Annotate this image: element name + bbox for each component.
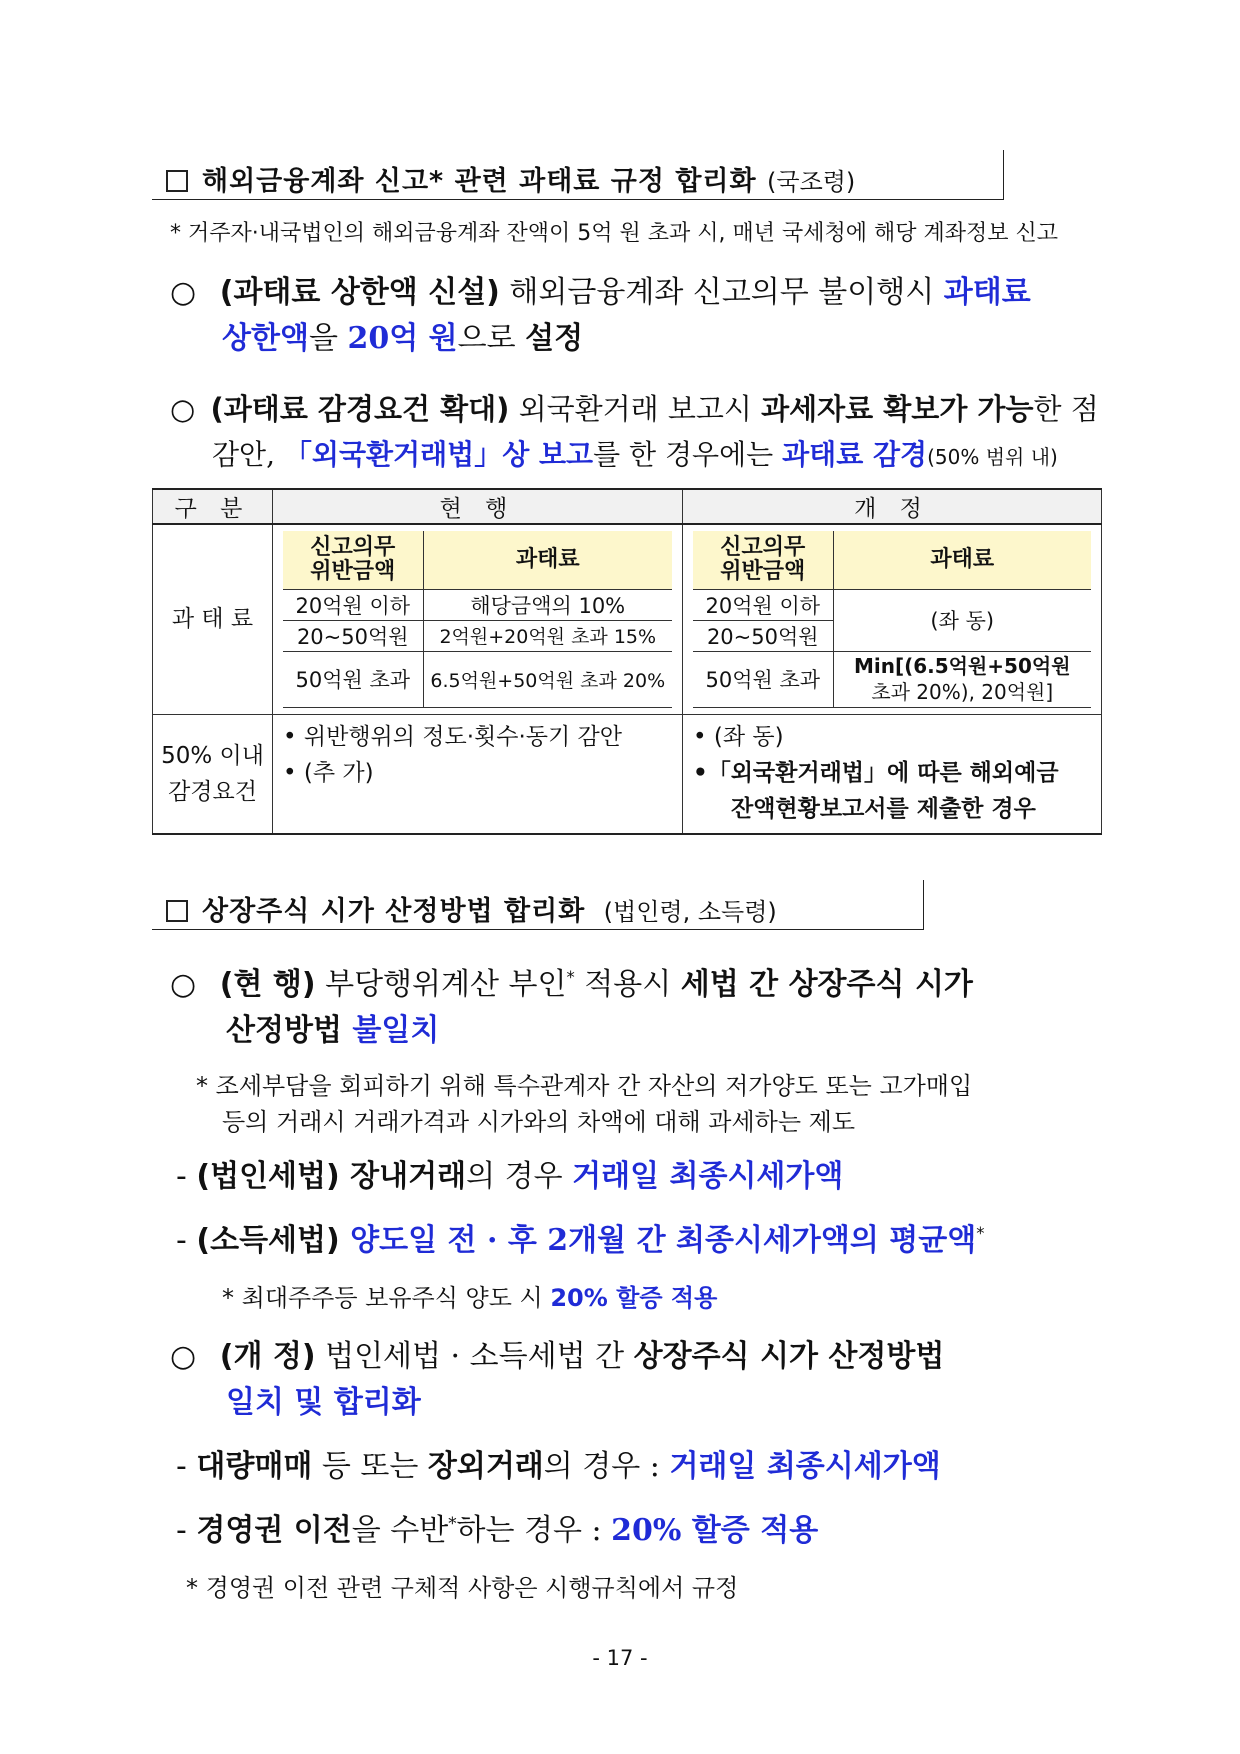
bullet-item: • (좌 동) [693, 723, 784, 750]
dash-mark: - [176, 1513, 187, 1548]
row-label-line1: 50% 이내 [161, 742, 264, 769]
row-label-line2: 감경요건 [168, 778, 257, 805]
item-bold: 경영권 이전 [196, 1513, 352, 1548]
bullet-item: •「외국환거래법」에 따른 해외예금 [693, 759, 1059, 786]
table-cell [833, 651, 1091, 707]
table-cell: 50억원 초과 [283, 651, 423, 707]
item-text: 한 점 [1033, 392, 1099, 426]
item-heading: (법인세법) [196, 1159, 340, 1194]
footnote-mark: * [566, 968, 575, 987]
section1-source: (국조령) [767, 168, 856, 196]
revised-penalty-cell [683, 524, 1102, 714]
item-text: 해외금융계좌 신고의무 불이행시 [499, 275, 944, 310]
item-text: 의 경우 : [543, 1449, 670, 1484]
current-reduction-cell [273, 714, 683, 834]
item-highlight: 거래일 최종시세가액 [669, 1449, 941, 1484]
item-bold: 과세자료 확보가 가능 [761, 392, 1034, 426]
current-penalty-cell [273, 524, 683, 714]
comparison-table [152, 488, 1102, 835]
item-heading: (과태료 상한액 신설) [219, 275, 500, 310]
checkbox-icon [166, 170, 188, 192]
dash-mark: - [176, 1159, 187, 1194]
item-highlight: 불일치 [352, 1013, 440, 1048]
item-highlight: 일치 및 합리화 [226, 1385, 421, 1420]
table-cell: 해당금액의 10% [423, 589, 672, 620]
footnote-mark: * [448, 1514, 457, 1533]
item-text: 의 경우 [466, 1159, 573, 1194]
item-heading: (현 행) [219, 967, 316, 1002]
section2-mgmt [176, 1508, 818, 1554]
item-bold: 산정방법 [226, 1013, 353, 1048]
table-cell: 50억원 초과 [693, 651, 833, 707]
row-label-penalty: 과 태 료 [153, 524, 273, 714]
bullet-item: • 위반행위의 정도·횟수·동기 감안 [283, 723, 622, 750]
item-bold: 설정 [525, 321, 584, 356]
section2-footnote3: * 경영권 이전 관련 구체적 사항은 시행규칙에서 규정 [186, 1574, 739, 1602]
dash-mark: - [176, 1223, 187, 1258]
item-text: 외국환거래 보고시 [509, 392, 762, 426]
item-text: 법인세법 · 소득세법 간 [315, 1339, 634, 1374]
item-highlight: 「외국환거래법」상 보고 [283, 438, 594, 471]
table-header-current: 현 행 [273, 489, 683, 524]
section1-item1-cont [222, 316, 583, 362]
bullet-circle: ○ [170, 967, 197, 1002]
inner-header-amount: 신고의무 위반금액 [693, 531, 833, 589]
page-number: - 17 - [592, 1646, 648, 1670]
table-cell: 20~50억원 [693, 620, 833, 651]
footnote-highlight: 20% 할증 적용 [550, 1284, 718, 1312]
section2-income [176, 1218, 984, 1264]
item-highlight: 양도일 전 · 후 2개월 간 최종시세가액의 평균액 [339, 1223, 977, 1258]
section2-footnote2 [222, 1278, 717, 1313]
item-highlight: 상한액 [222, 321, 309, 356]
section2-current-cont [226, 1008, 439, 1054]
item-highlight: 과태료 [943, 275, 1031, 310]
item-highlight: 과태료 감경 [782, 438, 928, 471]
table-cell: 6.5억원+50억원 초과 20% [423, 651, 672, 707]
item-highlight: 20% 할증 적용 [611, 1513, 819, 1548]
section2-corp [176, 1154, 843, 1200]
table-cell: 20억원 이하 [283, 589, 423, 620]
section2-revised [170, 1334, 944, 1380]
footnote-text: * 최대주주등 보유주식 양도 시 [222, 1284, 551, 1312]
inner-header-penalty: 과태료 [833, 531, 1091, 589]
item-heading: (개 정) [219, 1339, 316, 1374]
min-formula-line1: Min[(6.5억원+50억원 [853, 654, 1071, 678]
section1-item1 [170, 270, 1031, 316]
section1-footnote: * 거주자·내국법인의 해외금융계좌 잔액이 5억 원 초과 시, 매년 국세청에 해당 계좌정보 신고 [170, 221, 1058, 246]
item-bold: 장내거래 [339, 1159, 467, 1194]
item-text: 으로 [457, 321, 526, 356]
bullet-item: • (추 가) [283, 759, 374, 786]
section2-source: (법인령, 소득령) [603, 898, 777, 926]
min-formula-line2: 초과 20%), 20억원] [871, 680, 1054, 704]
item-text: 감안, [212, 438, 284, 471]
section2-current [170, 962, 973, 1008]
inner-header-amount: 신고의무 위반금액 [283, 531, 423, 589]
table-cell: 2억원+20억원 초과 15% [423, 620, 672, 651]
item-text: 를 한 경우에는 [593, 438, 783, 471]
bullet-circle: ○ [170, 275, 197, 310]
section1-item2-cont [212, 432, 1058, 480]
table-header-category: 구 분 [153, 489, 273, 524]
section2-title: 상장주식 시가 산정방법 합리화 [202, 896, 586, 927]
table-cell: 20~50억원 [283, 620, 423, 651]
section2-footnote1-a: * 조세부담을 회피하기 위해 특수관계자 간 자산의 저가양도 또는 고가매입 [196, 1072, 973, 1100]
footnote-mark: * [976, 1224, 985, 1243]
item-text: 부당행위계산 부인 [315, 967, 567, 1002]
item-text: 을 [308, 321, 348, 356]
dash-mark: - [176, 1449, 187, 1484]
table-header-revised: 개 정 [683, 489, 1102, 524]
row-label-reduction [153, 714, 273, 834]
item-highlight: 거래일 최종시세가액 [572, 1159, 844, 1194]
item-text: 등 또는 [312, 1449, 428, 1484]
bullet-circle: ○ [170, 1339, 197, 1374]
table-cell: (좌 동) [833, 589, 1091, 651]
item-bold: 세법 간 상장주식 시가 [680, 967, 973, 1002]
item-bold: 대량매매 [196, 1449, 313, 1484]
section2-footnote1-b: 등의 거래시 거래가격과 시가와의 차액에 대해 과세하는 제도 [222, 1108, 856, 1136]
item-heading: (소득세법) [196, 1223, 340, 1258]
section2-revised-cont [226, 1380, 421, 1426]
section1-title: 해외금융계좌 신고* 관련 과태료 규정 합리화 [202, 166, 757, 197]
revised-penalty-table [693, 531, 1091, 708]
item-heading: (과태료 감경요건 확대) [210, 392, 510, 426]
item-text: 적용시 [574, 967, 681, 1002]
current-penalty-table [283, 531, 672, 708]
section1-item2 [170, 386, 1099, 432]
bullet-item: 잔액현황보고서를 제출한 경우 [731, 795, 1036, 822]
item-text: 을 수반 [351, 1513, 449, 1548]
item-bold: 상장주식 시가 산정방법 [633, 1339, 945, 1374]
checkbox-icon [166, 900, 188, 922]
item-bold: 장외거래 [427, 1449, 544, 1484]
section1-header [152, 150, 1004, 200]
inner-header-penalty: 과태료 [423, 531, 672, 589]
table-cell: 20억원 이하 [693, 589, 833, 620]
section2-bulk [176, 1444, 941, 1490]
section2-header [152, 880, 924, 930]
revised-reduction-cell [683, 714, 1102, 834]
item-text: 하는 경우 : [456, 1513, 612, 1548]
item-note: (50% 범위 내) [927, 445, 1058, 469]
bullet-circle: ○ [170, 392, 196, 426]
item-highlight: 20억 원 [347, 321, 458, 356]
